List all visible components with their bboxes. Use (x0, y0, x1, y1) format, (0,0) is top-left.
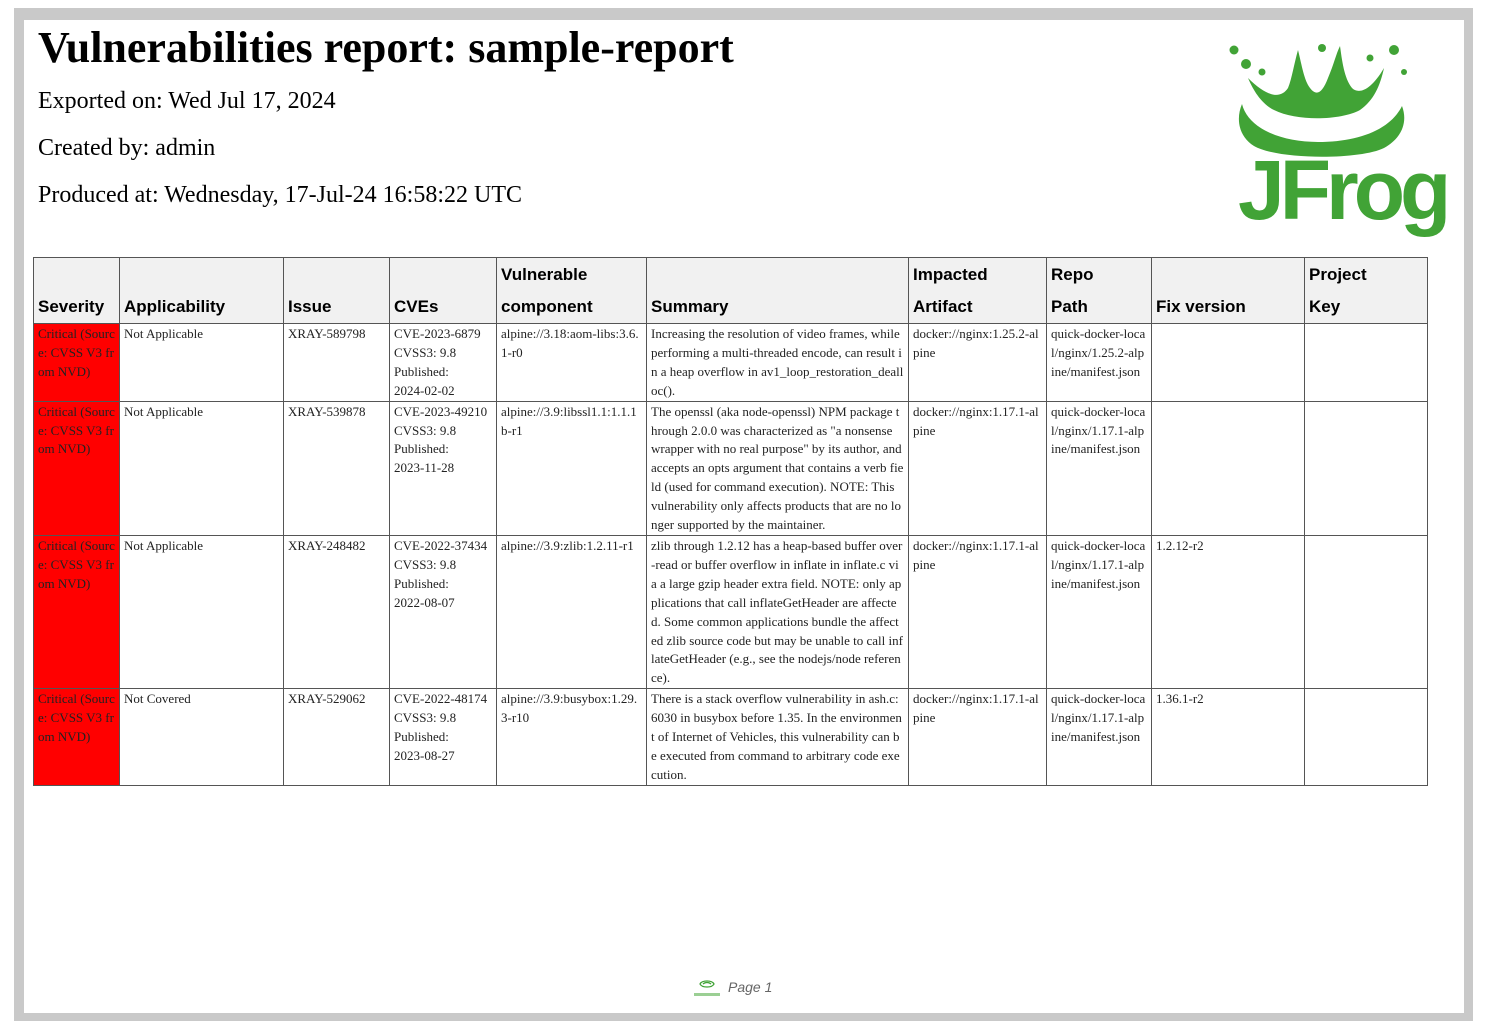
severity-cell: Critical (Source: CVSS V3 from NVD) (34, 401, 120, 535)
header-severity: Severity (34, 258, 120, 324)
jfrog-wordmark: JFrog (1238, 143, 1447, 237)
fix-version-cell (1152, 401, 1305, 535)
severity-cell: Critical (Source: CVSS V3 from NVD) (34, 689, 120, 786)
issue-cell: XRAY-589798 (284, 324, 390, 402)
cves-cell: CVE-2023-49210 CVSS3: 9.8 Published: 2023-11-28 (390, 401, 497, 535)
applicability-cell: Not Applicable (120, 535, 284, 688)
table-row (34, 324, 1428, 402)
project-key-cell (1305, 535, 1428, 688)
applicability-cell: Not Applicable (120, 324, 284, 402)
fix-version-cell (1152, 324, 1305, 402)
summary-cell: Increasing the resolution of video frames, while performing a multi-threaded encode, can result in a heap overflow in av1_loop_restoration_dealloc(). (647, 324, 909, 402)
header-fix-version: Fix version (1152, 258, 1305, 324)
component-cell: alpine://3.9:zlib:1.2.11-r1 (497, 535, 647, 688)
table-row (34, 689, 1428, 786)
fix-version-cell: 1.36.1-r2 (1152, 689, 1305, 786)
repo-path-cell: quick-docker-local/nginx/1.25.2-alpine/manifest.json (1047, 324, 1152, 402)
header-impacted-artifact: Impacted Artifact (909, 258, 1047, 324)
project-key-cell (1305, 689, 1428, 786)
header-summary: Summary (647, 258, 909, 324)
cves-cell: CVE-2022-37434 CVSS3: 9.8 Published: 2022-08-07 (390, 535, 497, 688)
component-cell: alpine://3.9:libssl1.1:1.1.1b-r1 (497, 401, 647, 535)
created-by: Created by: admin (38, 135, 216, 161)
header-issue: Issue (284, 258, 390, 324)
header-applicability: Applicability (120, 258, 284, 324)
cves-cell: CVE-2022-48174 CVSS3: 9.8 Published: 2023-08-27 (390, 689, 497, 786)
header-vulnerable-component: Vulnerable component (497, 258, 647, 324)
applicability-cell: Not Applicable (120, 401, 284, 535)
issue-cell: XRAY-248482 (284, 535, 390, 688)
issue-cell: XRAY-539878 (284, 401, 390, 535)
component-cell: alpine://3.18:aom-libs:3.6.1-r0 (497, 324, 647, 402)
summary-cell: There is a stack overflow vulnerability in ash.c:6030 in busybox before 1.35. In the environment of Internet of Vehicles, this vulnerability can be executed from command to arbitrary code execution. (647, 689, 909, 786)
page-number: Page 1 (728, 979, 773, 995)
repo-path-cell: quick-docker-local/nginx/1.17.1-alpine/manifest.json (1047, 401, 1152, 535)
project-key-cell (1305, 401, 1428, 535)
header-cves: CVEs (390, 258, 497, 324)
summary-cell: zlib through 1.2.12 has a heap-based buffer over-read or buffer overflow in inflate in inflate.c via a large gzip header extra field. NOTE: only applications that call inflateGetHeader are affected. Some common applications bundle the affected zlib source code but may be unable to call inflateGetHeader (e.g., see the nodejs/node reference). (647, 535, 909, 688)
page-footer (692, 976, 782, 1004)
table-row (34, 535, 1428, 688)
vulnerabilities-table (33, 257, 1428, 786)
artifact-cell: docker://nginx:1.17.1-alpine (909, 535, 1047, 688)
fix-version-cell: 1.2.12-r2 (1152, 535, 1305, 688)
jfrog-xray-logo-icon (692, 976, 722, 1002)
cves-cell: CVE-2023-6879 CVSS3: 9.8 Published: 2024-02-02 (390, 324, 497, 402)
repo-path-cell: quick-docker-local/nginx/1.17.1-alpine/manifest.json (1047, 689, 1152, 786)
summary-cell: The openssl (aka node-openssl) NPM package through 2.0.0 was characterized as "a nonsense wrapper with no real purpose" by its author, and accepts an opts argument that contains a verb field (used for command execution). NOTE: This vulnerability only affects products that are no longer supported by the maintainer. (647, 401, 909, 535)
header-project-key: Project Key (1305, 258, 1428, 324)
exported-on: Exported on: Wed Jul 17, 2024 (38, 88, 336, 114)
component-cell: alpine://3.9:busybox:1.29.3-r10 (497, 689, 647, 786)
artifact-cell: docker://nginx:1.17.1-alpine (909, 689, 1047, 786)
artifact-cell: docker://nginx:1.25.2-alpine (909, 324, 1047, 402)
applicability-cell: Not Covered (120, 689, 284, 786)
header-repo-path: Repo Path (1047, 258, 1152, 324)
repo-path-cell: quick-docker-local/nginx/1.17.1-alpine/manifest.json (1047, 535, 1152, 688)
severity-cell: Critical (Source: CVSS V3 from NVD) (34, 324, 120, 402)
table-header-row (34, 258, 1428, 324)
produced-at: Produced at: Wednesday, 17-Jul-24 16:58:22 UTC (38, 182, 522, 208)
artifact-cell: docker://nginx:1.17.1-alpine (909, 401, 1047, 535)
severity-cell: Critical (Source: CVSS V3 from NVD) (34, 535, 120, 688)
issue-cell: XRAY-529062 (284, 689, 390, 786)
project-key-cell (1305, 324, 1428, 402)
table-row (34, 401, 1428, 535)
report-title: Vulnerabilities report: sample-report (38, 23, 734, 72)
